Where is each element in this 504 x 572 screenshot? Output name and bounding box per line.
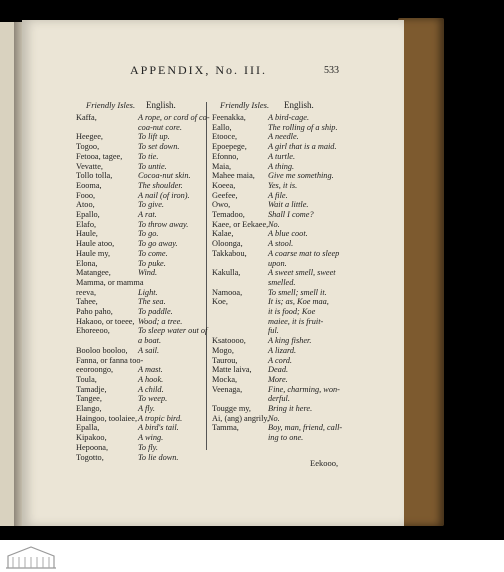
english-meaning: To fly. <box>138 442 158 452</box>
english-meaning: To throw away. <box>138 219 189 229</box>
english-meaning: To come. <box>138 248 168 258</box>
island-word: Kipakoo, <box>76 433 107 443</box>
english-meaning: To puke. <box>138 258 166 268</box>
island-word: Toula, <box>76 374 97 384</box>
island-word: Fetooa, tagee, <box>76 151 123 161</box>
island-word: Tahee, <box>76 297 98 307</box>
english-meaning: A cord. <box>268 355 292 365</box>
english-meaning: A thing. <box>268 161 295 171</box>
island-word: Koe, <box>212 297 228 307</box>
island-word: Namooa, <box>212 287 243 297</box>
english-meaning: Yes, it is. <box>268 180 298 190</box>
english-meaning: Fine, charming, won- <box>268 384 340 394</box>
island-word: Geefee, <box>212 190 238 200</box>
english-meaning: To set down. <box>138 142 180 152</box>
island-word: Oloonga, <box>212 239 243 249</box>
english-meaning: A girl that is a maid. <box>268 142 337 152</box>
island-word: Epoepege, <box>212 142 247 152</box>
island-word: Matangee, <box>76 268 111 278</box>
english-meaning: A rat. <box>138 210 157 219</box>
island-word: Togoo, <box>76 142 100 152</box>
island-word: Taurou, <box>212 355 238 365</box>
library-building-icon <box>4 544 58 570</box>
island-word: Mogo, <box>212 345 234 355</box>
english-meaning: A lizard. <box>268 345 297 355</box>
english-meaning: Dead. <box>268 365 289 375</box>
island-word: Efonno, <box>212 151 239 161</box>
english-meaning: A wing. <box>138 433 164 443</box>
island-word: Tamma, <box>212 423 239 433</box>
english-meaning: A bird's tail. <box>138 423 179 433</box>
english-meaning: To go. <box>138 229 159 239</box>
island-word: Ehoreeoo, <box>76 326 110 336</box>
island-word: Heegee, <box>76 132 103 142</box>
island-word: Togotto, <box>76 452 104 462</box>
english-meaning: A blue coot. <box>268 229 308 239</box>
english-meaning: To lift up. <box>138 132 170 142</box>
english-meaning: Wood; a tree. <box>138 316 183 326</box>
right-column-head-island: Friendly Isles. <box>220 100 270 110</box>
english-meaning: No. <box>268 219 280 229</box>
island-word: reeva, <box>76 287 97 297</box>
island-word: Ksatoooo, <box>212 336 246 346</box>
english-meaning: Shall I come? <box>268 210 314 219</box>
island-word: Elona, <box>76 258 98 268</box>
island-word: Epalla, <box>76 423 100 433</box>
island-word: Ai, (ang) angrily, <box>212 413 270 423</box>
english-meaning: A sail. <box>138 345 160 355</box>
english-meaning: upon. <box>268 258 287 268</box>
english-meaning: A bird-cage. <box>268 113 310 122</box>
english-meaning: The shoulder. <box>138 180 183 190</box>
english-meaning: To paddle. <box>138 307 173 316</box>
english-meaning: a boat. <box>138 336 162 346</box>
island-word: Hakaoo, or toeee, <box>76 316 135 326</box>
english-meaning: To sleep water out of <box>138 326 208 336</box>
english-meaning: The rolling of a ship. <box>268 122 338 132</box>
island-word: Kaee, or Eekaee, <box>212 219 269 229</box>
island-word: Tollo tolla, <box>76 171 113 181</box>
island-word: Feenakka, <box>212 113 246 122</box>
island-word: Kalae, <box>212 229 234 239</box>
page-title: APPENDIX, No. III. <box>130 63 267 77</box>
english-meaning: A tropic bird. <box>138 413 183 423</box>
english-meaning: A needle. <box>268 132 299 142</box>
island-word: Vevatte, <box>76 161 103 171</box>
english-meaning: Cocoa-nut skin. <box>138 171 191 181</box>
english-meaning: derful. <box>268 394 290 404</box>
island-word: Elafo, <box>76 219 97 229</box>
library-footer <box>0 540 504 572</box>
english-meaning: The sea. <box>138 297 166 307</box>
english-meaning: To weep. <box>138 394 168 404</box>
island-word: Mamma, or mamma <box>76 277 144 287</box>
english-meaning: A fly. <box>138 404 155 413</box>
island-word: Takkabou, <box>212 248 247 258</box>
island-word: Haingoo, toolaiee, <box>76 413 138 423</box>
page-number: 533 <box>324 65 339 76</box>
english-meaning: To tie. <box>138 151 159 161</box>
right-column-head-english: English. <box>284 100 314 110</box>
english-meaning: A king fisher. <box>268 336 312 346</box>
island-word: Tangee, <box>76 394 102 404</box>
island-word: Eooma, <box>76 180 102 190</box>
english-meaning: maiee, it is fruit- <box>268 316 324 326</box>
english-meaning: Wind. <box>138 268 158 278</box>
island-word: Koeea, <box>212 180 236 190</box>
island-word: Mocka, <box>212 374 238 384</box>
island-word: Haule atoo, <box>76 239 115 249</box>
left-column-head-island: Friendly Isles. <box>86 100 136 110</box>
island-word: Haule, <box>76 229 98 239</box>
island-word: Owo, <box>212 200 231 210</box>
english-meaning: A file. <box>268 190 288 200</box>
english-meaning: smelled. <box>268 277 296 287</box>
english-meaning: Boy, man, friend, call- <box>268 423 343 433</box>
left-column-head-english: English. <box>146 100 176 110</box>
english-meaning: A rope, or cord of co- <box>138 113 210 122</box>
island-word: Epallo, <box>76 210 100 219</box>
book-cover <box>398 18 444 526</box>
english-meaning: A nail (of iron). <box>138 190 190 200</box>
english-meaning: Wait a little. <box>268 200 309 210</box>
island-word: Kaffa, <box>76 113 97 122</box>
catchword: Eekooo, <box>310 458 339 468</box>
english-meaning: ful. <box>268 326 279 336</box>
island-word: Atoo, <box>76 200 95 210</box>
island-word: Mahee maia, <box>212 171 255 181</box>
english-meaning: It is; as, Koe maa, <box>268 297 329 307</box>
english-meaning: To smell; smell it. <box>268 287 327 297</box>
english-meaning: A turtle. <box>268 151 296 161</box>
island-word: Tougge my, <box>212 404 251 413</box>
english-meaning: Light. <box>138 287 158 297</box>
english-meaning: A child. <box>138 384 164 394</box>
island-word: Paho paho, <box>76 307 113 316</box>
english-meaning: To give. <box>138 200 164 210</box>
island-word: Maia, <box>212 161 232 171</box>
english-meaning: A hook. <box>138 374 164 384</box>
island-word: Kakulla, <box>212 268 241 278</box>
island-word: Tamadje, <box>76 384 107 394</box>
island-word: Fooo, <box>76 190 96 200</box>
english-meaning: A coarse mat to sleep <box>268 248 340 258</box>
island-word: Veenaga, <box>212 384 243 394</box>
english-meaning: To lie down. <box>138 452 179 462</box>
english-meaning: ing to one. <box>268 433 304 443</box>
english-meaning: A sweet smell, sweet <box>268 268 336 278</box>
english-meaning: A stool. <box>268 239 294 249</box>
english-meaning: No. <box>268 413 280 423</box>
island-word: Etooce, <box>212 132 238 142</box>
english-meaning: Give me something. <box>268 171 334 181</box>
english-meaning: coa-nut core. <box>138 122 182 132</box>
island-word: Hepoona, <box>76 442 109 452</box>
column-divider <box>206 102 207 450</box>
english-meaning: it is food; Koe <box>268 307 316 316</box>
english-meaning: Bring it here. <box>268 404 313 413</box>
english-meaning: To go away. <box>138 239 178 249</box>
island-word: eeoroongo, <box>76 365 114 375</box>
island-word: Fanna, or fanna too- <box>76 355 144 365</box>
island-word: Haule my, <box>76 248 111 258</box>
island-word: Matte laiva, <box>212 365 252 375</box>
island-word: Eallo, <box>212 122 232 132</box>
island-word: Temadoo, <box>212 210 245 219</box>
island-word: Elango, <box>76 404 102 413</box>
english-meaning: A mast. <box>138 365 163 375</box>
english-meaning: More. <box>268 374 288 384</box>
island-word: Booloo booloo, <box>76 345 128 355</box>
english-meaning: To untie. <box>138 161 167 171</box>
